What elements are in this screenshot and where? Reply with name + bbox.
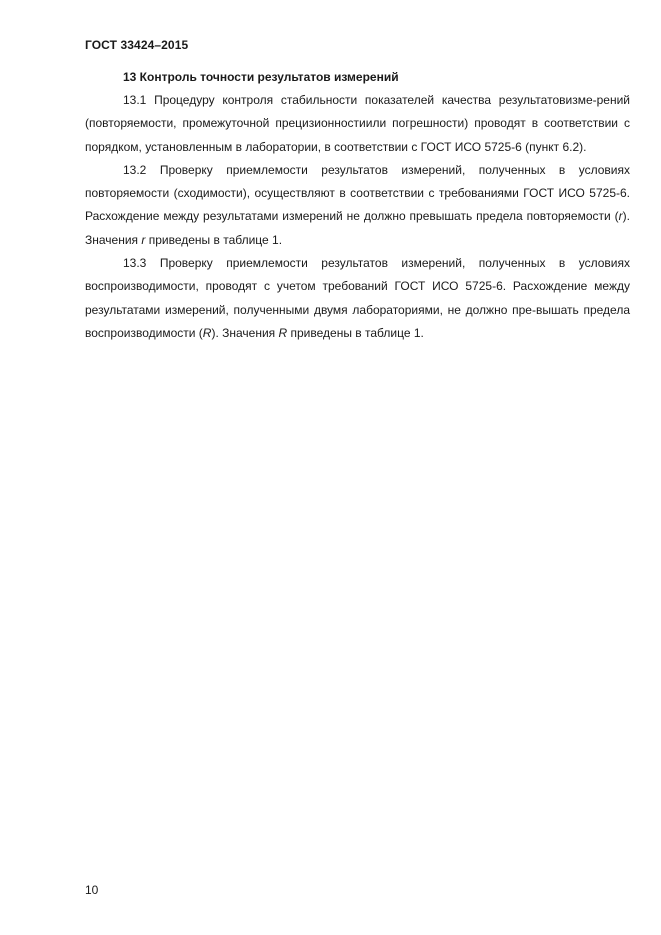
paragraph-13-3 xyxy=(85,252,630,345)
document-header: ГОСТ 33424–2015 xyxy=(85,38,189,52)
paragraph-text: ). Значения xyxy=(211,325,279,340)
paragraph-text: 13.3 Проверку приемлемости результатов измерений, полученных в условиях воспроизводимости, проводят с учетом требований ГОСТ ИСО 5725-6. Расхождение между результатами измерений, полученными двумя лабораториями, не должно пре-вышать предела воспроизводимости ( xyxy=(85,256,630,340)
paragraph-text: 13.2 Проверку приемлемости результатов измерений, полученных в условиях повторяемости (сходимости), осуществляют в соответствии с требованиями ГОСТ ИСО 5725-6. Расхождение между результатами измерений не должно превышать предела повторяемости ( xyxy=(85,162,630,224)
symbol-R: R xyxy=(278,325,288,340)
section-heading: 13 Контроль точности результатов измерений xyxy=(123,70,399,84)
paragraph-text: приведены в таблице 1. xyxy=(287,325,424,340)
paragraph-text: ). Значения xyxy=(85,209,630,247)
paragraph-13-1 xyxy=(85,89,630,159)
page-number: 10 xyxy=(85,883,99,897)
paragraph-text: 13.1 Процедуру контроля стабильности показателей качества результатовизме-рений (повторяемости, промежуточной прецизионностиили погрешности) проводят в соответствии с порядком, установленным в лаборатории, в соответствии с ГОСТ ИСО 5725-6 (пункт 6.2). xyxy=(85,93,630,154)
section-13 xyxy=(85,68,630,345)
paragraph-text: приведены в таблице 1. xyxy=(145,232,283,247)
symbol-r: r xyxy=(618,209,623,224)
symbol-r: r xyxy=(141,232,146,247)
paragraph-13-2 xyxy=(85,159,630,252)
symbol-R: R xyxy=(202,325,212,340)
